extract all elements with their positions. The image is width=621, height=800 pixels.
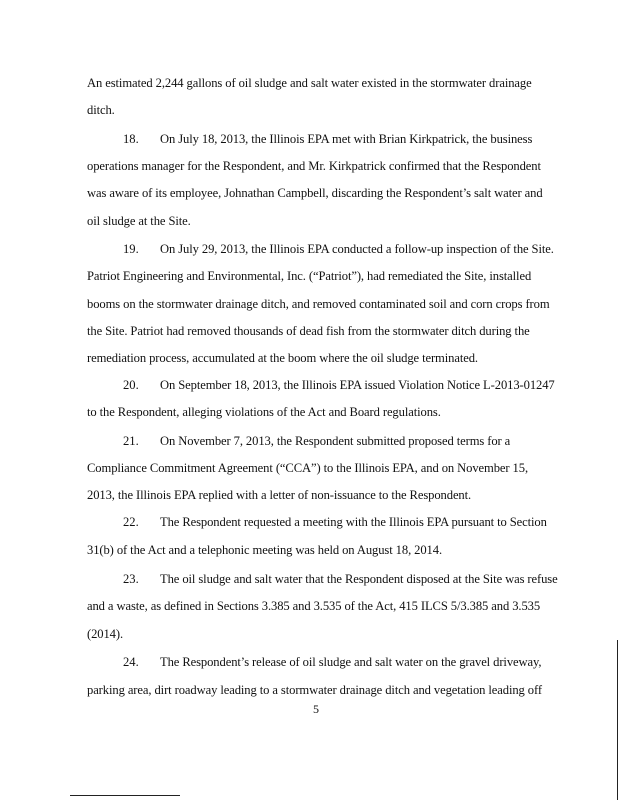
text-line: On September 18, 2013, the Illinois EPA issued Violation Notice L-2013-01247 xyxy=(160,378,555,392)
footnote-divider xyxy=(70,795,180,796)
text-line: to the Respondent, alleging violations of the Act and Board regulations. xyxy=(87,405,441,419)
paragraph-number: 20. xyxy=(123,378,139,392)
scan-edge-line xyxy=(617,640,618,800)
text-line: An estimated 2,244 gallons of oil sludge and salt water existed in the stormwater drainage xyxy=(87,76,532,90)
text-line: 2013, the Illinois EPA replied with a letter of non-issuance to the Respondent. xyxy=(87,488,472,502)
page-number: 5 xyxy=(313,702,319,716)
text-line: (2014). xyxy=(87,627,124,641)
text-line: On November 7, 2013, the Respondent submitted proposed terms for a xyxy=(160,434,511,448)
text-line: Compliance Commitment Agreement (“CCA”) to the Illinois EPA, and on November 15, xyxy=(87,461,528,475)
text-line: remediation process, accumulated at the boom where the oil sludge terminated. xyxy=(87,351,478,365)
text-line: the Site. Patriot had removed thousands of dead fish from the stormwater ditch during the xyxy=(87,324,530,338)
text-line: oil sludge at the Site. xyxy=(87,214,191,228)
text-line: The Respondent requested a meeting with the Illinois EPA pursuant to Section xyxy=(160,515,547,529)
text-line: was aware of its employee, Johnathan Campbell, discarding the Respondent’s salt water and xyxy=(87,186,543,200)
paragraph-number: 18. xyxy=(123,132,139,146)
text-line: Patriot Engineering and Environmental, Inc. (“Patriot”), had remediated the Site, installed xyxy=(87,269,532,283)
paragraph-number: 22. xyxy=(123,515,139,529)
paragraph-number: 23. xyxy=(123,572,139,586)
text-line: The oil sludge and salt water that the Respondent disposed at the Site was refuse xyxy=(160,572,558,586)
paragraph-number: 24. xyxy=(123,655,139,669)
text-line: On July 18, 2013, the Illinois EPA met with Brian Kirkpatrick, the business xyxy=(160,132,533,146)
text-line: parking area, dirt roadway leading to a stormwater drainage ditch and vegetation leading off xyxy=(87,683,542,697)
text-line: ditch. xyxy=(87,103,115,117)
text-line: and a waste, as defined in Sections 3.385 and 3.535 of the Act, 415 ILCS 5/3.385 and 3.535 xyxy=(87,599,541,613)
paragraph-number: 19. xyxy=(123,242,139,256)
paragraph-number: 21. xyxy=(123,434,139,448)
text-line: On July 29, 2013, the Illinois EPA conducted a follow-up inspection of the Site. xyxy=(160,242,554,256)
text-line: operations manager for the Respondent, and Mr. Kirkpatrick confirmed that the Respondent xyxy=(87,159,541,173)
text-line: booms on the stormwater drainage ditch, and removed contaminated soil and corn crops from xyxy=(87,297,550,311)
text-line: The Respondent’s release of oil sludge and salt water on the gravel driveway, xyxy=(160,655,542,669)
text-line: 31(b) of the Act and a telephonic meeting was held on August 18, 2014. xyxy=(87,543,442,557)
